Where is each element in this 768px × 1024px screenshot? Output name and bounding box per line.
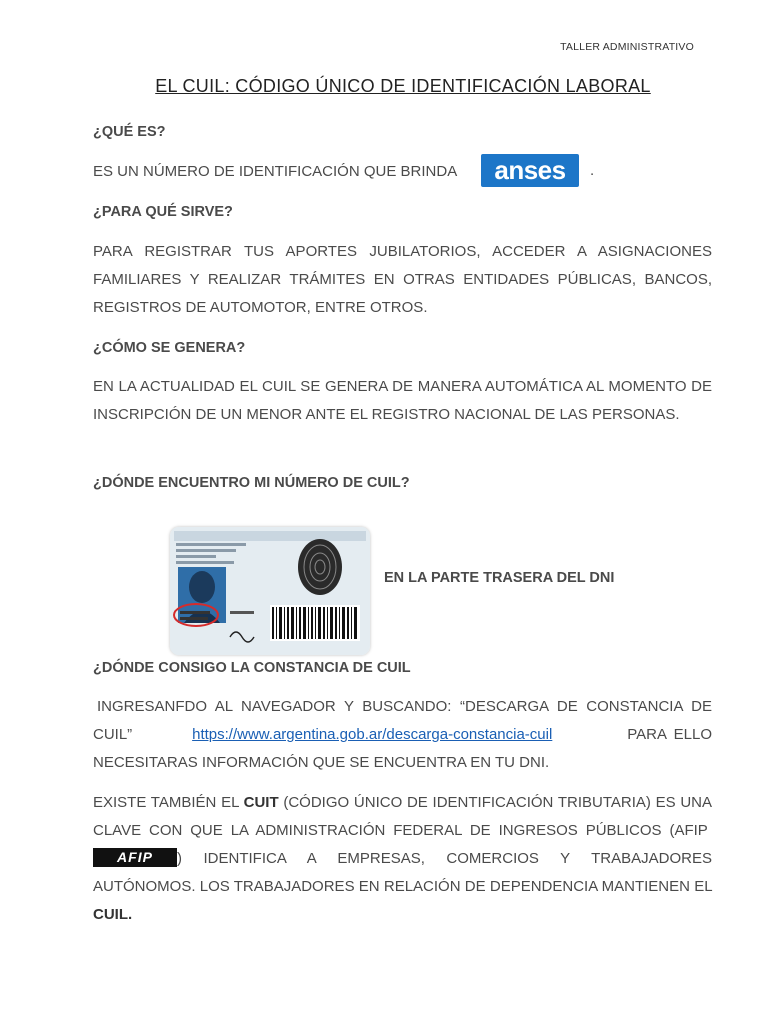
cuit-paragraph bbox=[93, 789, 712, 929]
que-es-text: ES UN NÚMERO DE IDENTIFICACIÓN QUE BRINDA bbox=[93, 163, 458, 180]
heading-como: ¿CÓMO SE GENERA? bbox=[93, 340, 246, 356]
cuit-bold: CUIT bbox=[243, 794, 279, 811]
constancia-paragraph bbox=[93, 693, 712, 777]
heading-constancia: ¿DÓNDE CONSIGO LA CONSTANCIA DE CUIL bbox=[93, 660, 411, 676]
cuit-text-3: ) IDENTIFICA A EMPRESAS, COMERCIOS Y TRABAJADORES AUTÓNOMOS. LOS TRABAJADORES EN RELACIÓN DE DEPENDENCIA MANTIENEN EL bbox=[93, 850, 712, 895]
constancia-text-before: INGRESANFDO AL NAVEGADOR Y BUSCANDO: “DESCARGA DE CONSTANCIA DE CUIL” bbox=[93, 698, 712, 743]
anses-logo: anses bbox=[481, 154, 579, 187]
cuit-text-1: EXISTE TAMBIÉN EL bbox=[93, 794, 239, 811]
como-text: EN LA ACTUALIDAD EL CUIL SE GENERA DE MANERA AUTOMÁTICA AL MOMENTO DE INSCRIPCIÓN DE UN MENOR ANTE EL REGISTRO NACIONAL DE LAS PERSONAS. bbox=[93, 378, 712, 423]
cuit-text-2: (CÓDIGO ÚNICO DE IDENTIFICACIÓN TRIBUTARIA) ES UNA CLAVE CON QUE LA ADMINISTRACIÓN FEDERAL DE INGRESOS PÚBLICOS (AFIP bbox=[93, 794, 713, 839]
dni-card-image bbox=[170, 527, 370, 655]
page-title: EL CUIL: CÓDIGO ÚNICO DE IDENTIFICACIÓN LABORAL bbox=[155, 76, 651, 96]
que-es-trailing: . bbox=[590, 162, 595, 179]
dni-caption: EN LA PARTE TRASERA DEL DNI bbox=[384, 570, 615, 586]
heading-para-que: ¿PARA QUÉ SIRVE? bbox=[93, 204, 233, 220]
dni-back-card-icon bbox=[170, 527, 370, 655]
cuil-bold: CUIL. bbox=[93, 906, 133, 923]
constancia-link[interactable]: https://www.argentina.gob.ar/descarga-constancia-cuil bbox=[192, 726, 553, 743]
header-label: TALLER ADMINISTRATIVO bbox=[560, 41, 694, 53]
para-que-text: PARA REGISTRAR TUS APORTES JUBILATORIOS, ACCEDER A ASIGNACIONES FAMILIARES Y REALIZAR TRÁMITES EN OTRAS ENTIDADES PÚBLICAS, BANCOS, REGISTROS DE AUTOMOTOR, ENTRE OTROS. bbox=[93, 243, 712, 316]
constancia-text-after: PARA ELLO NECESITARAS INFORMACIÓN QUE SE ENCUENTRA EN TU DNI. bbox=[93, 726, 712, 771]
heading-que-es: ¿QUÉ ES? bbox=[93, 124, 166, 140]
heading-donde-numero: ¿DÓNDE ENCUENTRO MI NÚMERO DE CUIL? bbox=[93, 475, 410, 491]
afip-logo: AFIP bbox=[93, 848, 177, 867]
